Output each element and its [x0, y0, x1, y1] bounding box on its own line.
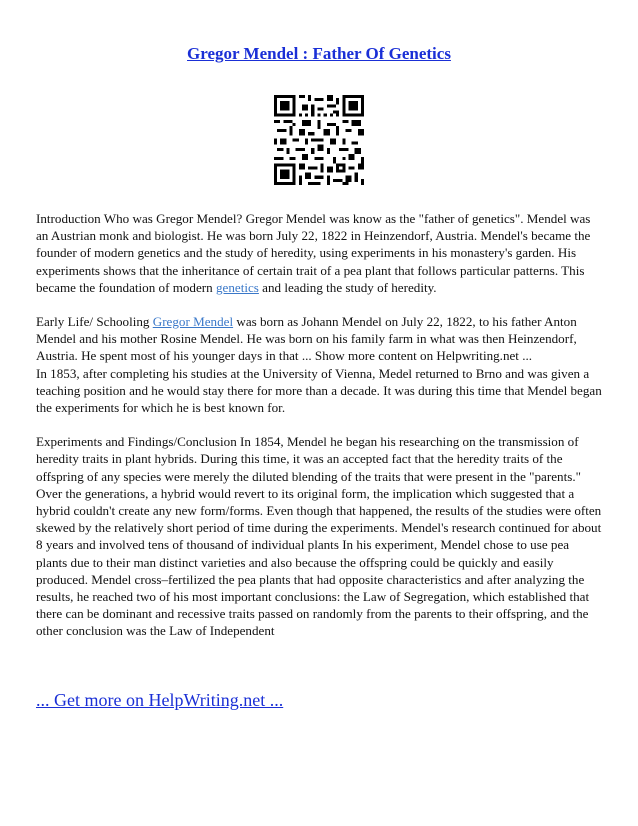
- genetics-link[interactable]: genetics: [215, 279, 259, 295]
- paragraph-university: In 1853, after completing his studies at the University of Vienna, Medel returned to Brno and was given a teaching position and he would stay there for more than a decade. It was during this time that Mendel began the experiments for which he is best known for.: [36, 365, 602, 416]
- gregor-mendel-link[interactable]: Gregor Mendel: [152, 314, 234, 330]
- intro-text-end: and leading the study of heredity.: [258, 279, 437, 295]
- early-life-text-end: was born as Johann Mendel on July 22, 1822, to his father Anton Mendel and his mother Rosine Mendel. He was born on his family farm in what was then Heinzendorf, Austria. He spent most of his younger days in that ... Show more content on Helpwriting.net ...: [36, 314, 577, 364]
- get-more-link[interactable]: ... Get more on HelpWriting.net ...: [36, 690, 284, 710]
- paragraph-introduction: [36, 210, 602, 296]
- paragraph-early-life: [36, 313, 602, 365]
- early-life-text: Early Life/ Schooling: [36, 314, 153, 330]
- intro-text: Introduction Who was Gregor Mendel? Gregor Mendel was know as the "father of genetics". Mendel was an Austrian monk and biologist. He was born July 22, 1822 in Heinzendorf, Austria. Mendel's became the founder of modern genetics and the study of heredity, using experiments in his monastery's garden. His experiments shows that the inheritance of certain trait of a pea plant that follows particular patterns. This became the foundation of modern: [36, 211, 591, 295]
- page-title-link[interactable]: Gregor Mendel : Father Of Genetics: [187, 44, 451, 63]
- qr-code-icon: [274, 95, 364, 185]
- paragraph-experiments: Experiments and Findings/Conclusion In 1854, Mendel he began his researching on the transmission of heredity traits in plant hybrids. During this time, it was an accepted fact that the heredity traits of the offspring of any species were merely the diluted blending of the traits that were present in the "parents." Over the generations, a hybrid would revert to its original form, the implication which suggested that a hybrid couldn't create any new form/forms. Even though that happened, the results of the studies were often skewed by the relatively short period of time during the experiments. Mendel's research continued for about 8 years and involved tens of thousand of individual plants In his experiment, Mendel chose to use pea plants due to their man distinct varieties and also because the offspring could be quickly and easily produced. Mendel cross–fertilized the pea plants that had opposite characteristics and after analyzing the results, he reached two of his most important conclusions: the Law of Segregation, which established that there can be dominant and recessive traits passed on randomly from the parents to their offspring, and the other conclusion was the Law of Independent: [36, 434, 602, 639]
- article-body: [36, 210, 602, 640]
